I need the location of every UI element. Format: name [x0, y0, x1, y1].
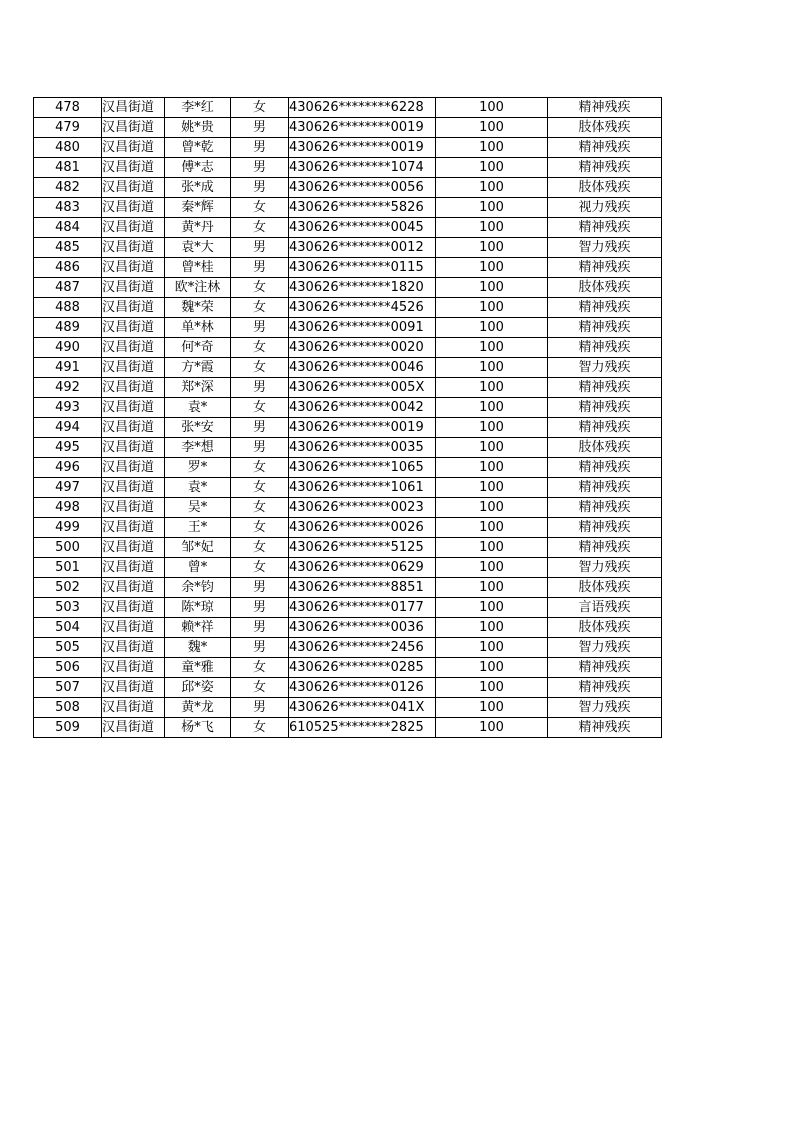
disability-type-cell: 肢体残疾 [548, 578, 662, 598]
id-number-cell: 430626********0019 [289, 418, 436, 438]
gender-cell: 女 [231, 678, 289, 698]
street-cell: 汉昌街道 [102, 298, 165, 318]
table-row [34, 358, 662, 378]
disability-type-cell: 智力残疾 [548, 558, 662, 578]
row-number-cell: 502 [34, 578, 102, 598]
table-row [34, 618, 662, 638]
gender-cell: 女 [231, 518, 289, 538]
row-number-cell: 478 [34, 98, 102, 118]
disability-type-cell: 言语残疾 [548, 598, 662, 618]
name-cell: 袁* [165, 398, 231, 418]
row-number-cell: 492 [34, 378, 102, 398]
table-row [34, 558, 662, 578]
table-row [34, 518, 662, 538]
street-cell: 汉昌街道 [102, 118, 165, 138]
gender-cell: 女 [231, 558, 289, 578]
row-number-cell: 491 [34, 358, 102, 378]
row-number-cell: 508 [34, 698, 102, 718]
row-number-cell: 487 [34, 278, 102, 298]
disability-type-cell: 精神残疾 [548, 478, 662, 498]
row-number-cell: 500 [34, 538, 102, 558]
gender-cell: 男 [231, 238, 289, 258]
row-number-cell: 480 [34, 138, 102, 158]
disability-type-cell: 精神残疾 [548, 298, 662, 318]
row-number-cell: 505 [34, 638, 102, 658]
gender-cell: 女 [231, 538, 289, 558]
name-cell: 邱*姿 [165, 678, 231, 698]
name-cell: 欧*注林 [165, 278, 231, 298]
id-number-cell: 430626********0019 [289, 118, 436, 138]
street-cell: 汉昌街道 [102, 258, 165, 278]
row-number-cell: 489 [34, 318, 102, 338]
street-cell: 汉昌街道 [102, 658, 165, 678]
row-number-cell: 498 [34, 498, 102, 518]
gender-cell: 男 [231, 158, 289, 178]
row-number-cell: 490 [34, 338, 102, 358]
disability-type-cell: 肢体残疾 [548, 118, 662, 138]
table-row [34, 478, 662, 498]
table-row [34, 638, 662, 658]
amount-cell: 100 [436, 518, 548, 538]
street-cell: 汉昌街道 [102, 678, 165, 698]
disability-type-cell: 精神残疾 [548, 338, 662, 358]
name-cell: 赖*祥 [165, 618, 231, 638]
gender-cell: 男 [231, 698, 289, 718]
id-number-cell: 430626********0042 [289, 398, 436, 418]
street-cell: 汉昌街道 [102, 538, 165, 558]
table-row [34, 278, 662, 298]
name-cell: 袁*大 [165, 238, 231, 258]
amount-cell: 100 [436, 278, 548, 298]
gender-cell: 女 [231, 398, 289, 418]
row-number-cell: 479 [34, 118, 102, 138]
amount-cell: 100 [436, 558, 548, 578]
name-cell: 李*想 [165, 438, 231, 458]
disability-type-cell: 智力残疾 [548, 358, 662, 378]
name-cell: 陈*琼 [165, 598, 231, 618]
street-cell: 汉昌街道 [102, 558, 165, 578]
amount-cell: 100 [436, 138, 548, 158]
name-cell: 余*钧 [165, 578, 231, 598]
disability-type-cell: 精神残疾 [548, 218, 662, 238]
table-row [34, 658, 662, 678]
name-cell: 单*林 [165, 318, 231, 338]
disability-type-cell: 肢体残疾 [548, 178, 662, 198]
amount-cell: 100 [436, 438, 548, 458]
id-number-cell: 430626********1061 [289, 478, 436, 498]
name-cell: 童*雅 [165, 658, 231, 678]
amount-cell: 100 [436, 358, 548, 378]
street-cell: 汉昌街道 [102, 478, 165, 498]
id-number-cell: 430626********0056 [289, 178, 436, 198]
street-cell: 汉昌街道 [102, 458, 165, 478]
id-number-cell: 430626********8851 [289, 578, 436, 598]
table-row [34, 598, 662, 618]
table-row [34, 238, 662, 258]
amount-cell: 100 [436, 338, 548, 358]
name-cell: 邹*妃 [165, 538, 231, 558]
table-row [34, 458, 662, 478]
table-row [34, 578, 662, 598]
street-cell: 汉昌街道 [102, 98, 165, 118]
name-cell: 张*安 [165, 418, 231, 438]
row-number-cell: 488 [34, 298, 102, 318]
row-number-cell: 509 [34, 718, 102, 738]
gender-cell: 女 [231, 658, 289, 678]
disability-type-cell: 肢体残疾 [548, 438, 662, 458]
amount-cell: 100 [436, 218, 548, 238]
amount-cell: 100 [436, 298, 548, 318]
row-number-cell: 496 [34, 458, 102, 478]
gender-cell: 女 [231, 358, 289, 378]
amount-cell: 100 [436, 598, 548, 618]
street-cell: 汉昌街道 [102, 198, 165, 218]
amount-cell: 100 [436, 478, 548, 498]
table-row [34, 498, 662, 518]
disability-type-cell: 精神残疾 [548, 378, 662, 398]
street-cell: 汉昌街道 [102, 638, 165, 658]
row-number-cell: 503 [34, 598, 102, 618]
disability-type-cell: 精神残疾 [548, 518, 662, 538]
street-cell: 汉昌街道 [102, 598, 165, 618]
disability-type-cell: 智力残疾 [548, 638, 662, 658]
street-cell: 汉昌街道 [102, 338, 165, 358]
id-number-cell: 430626********0026 [289, 518, 436, 538]
gender-cell: 女 [231, 478, 289, 498]
disability-type-cell: 视力残疾 [548, 198, 662, 218]
table-row [34, 198, 662, 218]
disability-type-cell: 精神残疾 [548, 538, 662, 558]
row-number-cell: 507 [34, 678, 102, 698]
name-cell: 杨*飞 [165, 718, 231, 738]
street-cell: 汉昌街道 [102, 138, 165, 158]
amount-cell: 100 [436, 678, 548, 698]
name-cell: 袁* [165, 478, 231, 498]
street-cell: 汉昌街道 [102, 218, 165, 238]
disability-type-cell: 精神残疾 [548, 318, 662, 338]
amount-cell: 100 [436, 378, 548, 398]
name-cell: 郑*深 [165, 378, 231, 398]
table-row [34, 378, 662, 398]
table-row [34, 418, 662, 438]
disability-type-cell: 智力残疾 [548, 698, 662, 718]
street-cell: 汉昌街道 [102, 498, 165, 518]
amount-cell: 100 [436, 98, 548, 118]
id-number-cell: 430626********0023 [289, 498, 436, 518]
amount-cell: 100 [436, 258, 548, 278]
gender-cell: 男 [231, 378, 289, 398]
table-row [34, 318, 662, 338]
gender-cell: 男 [231, 598, 289, 618]
disability-type-cell: 精神残疾 [548, 658, 662, 678]
id-number-cell: 430626********0036 [289, 618, 436, 638]
gender-cell: 女 [231, 278, 289, 298]
id-number-cell: 430626********0020 [289, 338, 436, 358]
disability-type-cell: 精神残疾 [548, 458, 662, 478]
name-cell: 张*成 [165, 178, 231, 198]
id-number-cell: 430626********0012 [289, 238, 436, 258]
row-number-cell: 481 [34, 158, 102, 178]
gender-cell: 女 [231, 718, 289, 738]
gender-cell: 男 [231, 618, 289, 638]
street-cell: 汉昌街道 [102, 578, 165, 598]
id-number-cell: 610525********2825 [289, 718, 436, 738]
amount-cell: 100 [436, 638, 548, 658]
gender-cell: 男 [231, 438, 289, 458]
table-row [34, 538, 662, 558]
row-number-cell: 504 [34, 618, 102, 638]
row-number-cell: 494 [34, 418, 102, 438]
street-cell: 汉昌街道 [102, 398, 165, 418]
street-cell: 汉昌街道 [102, 698, 165, 718]
table-row [34, 718, 662, 738]
amount-cell: 100 [436, 578, 548, 598]
id-number-cell: 430626********0177 [289, 598, 436, 618]
table-row [34, 118, 662, 138]
amount-cell: 100 [436, 418, 548, 438]
id-number-cell: 430626********0091 [289, 318, 436, 338]
name-cell: 魏* [165, 638, 231, 658]
amount-cell: 100 [436, 158, 548, 178]
street-cell: 汉昌街道 [102, 438, 165, 458]
table-row [34, 298, 662, 318]
row-number-cell: 486 [34, 258, 102, 278]
disability-type-cell: 精神残疾 [548, 138, 662, 158]
row-number-cell: 485 [34, 238, 102, 258]
amount-cell: 100 [436, 198, 548, 218]
gender-cell: 女 [231, 458, 289, 478]
street-cell: 汉昌街道 [102, 418, 165, 438]
amount-cell: 100 [436, 318, 548, 338]
disability-type-cell: 精神残疾 [548, 398, 662, 418]
row-number-cell: 497 [34, 478, 102, 498]
id-number-cell: 430626********0126 [289, 678, 436, 698]
table-row [34, 98, 662, 118]
disability-type-cell: 精神残疾 [548, 718, 662, 738]
disability-type-cell: 肢体残疾 [548, 278, 662, 298]
street-cell: 汉昌街道 [102, 318, 165, 338]
name-cell: 曾* [165, 558, 231, 578]
street-cell: 汉昌街道 [102, 518, 165, 538]
gender-cell: 女 [231, 338, 289, 358]
table-row [34, 218, 662, 238]
street-cell: 汉昌街道 [102, 618, 165, 638]
id-number-cell: 430626********0629 [289, 558, 436, 578]
row-number-cell: 501 [34, 558, 102, 578]
disability-type-cell: 智力残疾 [548, 238, 662, 258]
name-cell: 李*红 [165, 98, 231, 118]
gender-cell: 女 [231, 98, 289, 118]
street-cell: 汉昌街道 [102, 158, 165, 178]
gender-cell: 女 [231, 218, 289, 238]
id-number-cell: 430626********0019 [289, 138, 436, 158]
table-row [34, 138, 662, 158]
disability-type-cell: 精神残疾 [548, 98, 662, 118]
disability-type-cell: 精神残疾 [548, 258, 662, 278]
amount-cell: 100 [436, 118, 548, 138]
name-cell: 秦*辉 [165, 198, 231, 218]
gender-cell: 男 [231, 638, 289, 658]
name-cell: 魏*荣 [165, 298, 231, 318]
id-number-cell: 430626********5826 [289, 198, 436, 218]
amount-cell: 100 [436, 178, 548, 198]
name-cell: 罗* [165, 458, 231, 478]
disability-type-cell: 精神残疾 [548, 498, 662, 518]
amount-cell: 100 [436, 698, 548, 718]
id-number-cell: 430626********1065 [289, 458, 436, 478]
street-cell: 汉昌街道 [102, 718, 165, 738]
street-cell: 汉昌街道 [102, 178, 165, 198]
row-number-cell: 499 [34, 518, 102, 538]
id-number-cell: 430626********0046 [289, 358, 436, 378]
id-number-cell: 430626********2456 [289, 638, 436, 658]
id-number-cell: 430626********4526 [289, 298, 436, 318]
disability-type-cell: 精神残疾 [548, 418, 662, 438]
gender-cell: 男 [231, 578, 289, 598]
gender-cell: 男 [231, 318, 289, 338]
row-number-cell: 483 [34, 198, 102, 218]
name-cell: 傅*志 [165, 158, 231, 178]
street-cell: 汉昌街道 [102, 358, 165, 378]
row-number-cell: 493 [34, 398, 102, 418]
street-cell: 汉昌街道 [102, 378, 165, 398]
row-number-cell: 506 [34, 658, 102, 678]
id-number-cell: 430626********0115 [289, 258, 436, 278]
amount-cell: 100 [436, 398, 548, 418]
amount-cell: 100 [436, 458, 548, 478]
amount-cell: 100 [436, 238, 548, 258]
gender-cell: 男 [231, 178, 289, 198]
id-number-cell: 430626********6228 [289, 98, 436, 118]
gender-cell: 男 [231, 118, 289, 138]
table-row [34, 438, 662, 458]
amount-cell: 100 [436, 618, 548, 638]
table-row [34, 698, 662, 718]
name-cell: 何*奇 [165, 338, 231, 358]
amount-cell: 100 [436, 718, 548, 738]
roster-body [34, 98, 662, 738]
table-row [34, 338, 662, 358]
name-cell: 姚*贵 [165, 118, 231, 138]
id-number-cell: 430626********5125 [289, 538, 436, 558]
id-number-cell: 430626********0045 [289, 218, 436, 238]
row-number-cell: 495 [34, 438, 102, 458]
table-row [34, 158, 662, 178]
row-number-cell: 482 [34, 178, 102, 198]
gender-cell: 男 [231, 258, 289, 278]
row-number-cell: 484 [34, 218, 102, 238]
street-cell: 汉昌街道 [102, 238, 165, 258]
gender-cell: 女 [231, 498, 289, 518]
name-cell: 黄*丹 [165, 218, 231, 238]
name-cell: 方*霞 [165, 358, 231, 378]
id-number-cell: 430626********1820 [289, 278, 436, 298]
table-row [34, 178, 662, 198]
disability-type-cell: 精神残疾 [548, 678, 662, 698]
name-cell: 曾*桂 [165, 258, 231, 278]
id-number-cell: 430626********0035 [289, 438, 436, 458]
amount-cell: 100 [436, 538, 548, 558]
table-row [34, 678, 662, 698]
gender-cell: 女 [231, 198, 289, 218]
id-number-cell: 430626********0285 [289, 658, 436, 678]
table-row [34, 258, 662, 278]
name-cell: 黄*龙 [165, 698, 231, 718]
gender-cell: 男 [231, 418, 289, 438]
disability-type-cell: 精神残疾 [548, 158, 662, 178]
id-number-cell: 430626********005X [289, 378, 436, 398]
name-cell: 曾*乾 [165, 138, 231, 158]
disability-type-cell: 肢体残疾 [548, 618, 662, 638]
amount-cell: 100 [436, 498, 548, 518]
gender-cell: 女 [231, 298, 289, 318]
name-cell: 王* [165, 518, 231, 538]
id-number-cell: 430626********1074 [289, 158, 436, 178]
street-cell: 汉昌街道 [102, 278, 165, 298]
name-cell: 吴* [165, 498, 231, 518]
gender-cell: 男 [231, 138, 289, 158]
roster-table [33, 97, 662, 738]
id-number-cell: 430626********041X [289, 698, 436, 718]
amount-cell: 100 [436, 658, 548, 678]
table-row [34, 398, 662, 418]
